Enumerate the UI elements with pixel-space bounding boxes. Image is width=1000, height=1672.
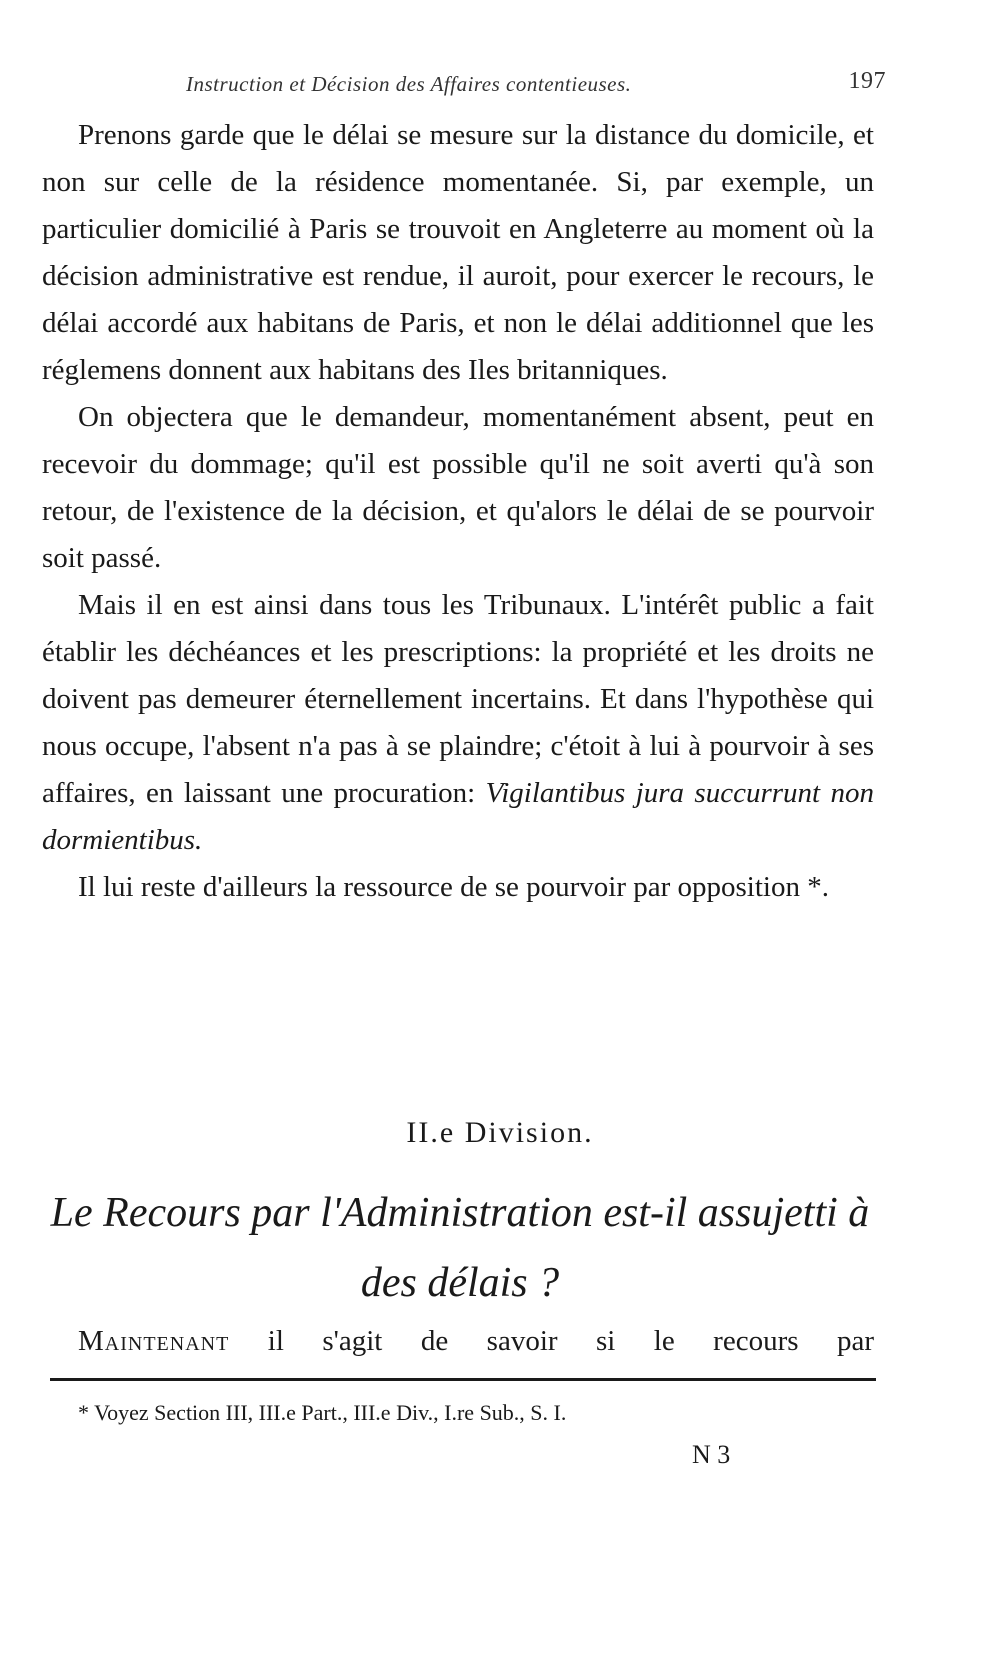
running-title: Instruction et Décision des Affaires contentieuses.: [186, 72, 632, 96]
paragraph-tribunals: [42, 582, 874, 864]
body-text: [42, 112, 874, 911]
signature-mark: N 3: [692, 1440, 731, 1469]
lead-first-word: Maintenant: [78, 1325, 230, 1357]
page-number: 197: [848, 68, 886, 94]
paragraph-tribunals-text: Mais il en est ainsi dans tous les Tribunaux. L'intérêt public a fait établir les déchéances et les prescriptions: la propriété et les droits ne doivent pas demeurer éternellement incertains. Et dans l'hypothèse qui nous occupe, l'absent n'a pas à se plaindre; c'étoit à lui à pourvoir à ses affaires, en laissant une procuration:: [42, 589, 874, 809]
lead-paragraph: [42, 1318, 874, 1365]
section-heading: Le Recours par l'Administration est-il assujetti à des délais ?: [50, 1190, 870, 1306]
paragraph-objection: On objectera que le demandeur, momentanément absent, peut en recevoir du dommage; qu'il est possible qu'il ne soit averti qu'à son retour, de l'existence de la décision, et qu'alors le délai de se pourvoir soit passé.: [42, 401, 874, 574]
running-head: [186, 64, 886, 104]
paragraph-distance: Prenons garde que le délai se mesure sur la distance du domicile, et non sur celle de la résidence momentanée. Si, par exemple, un particulier domicilié à Paris se trouvoit en Angleterre au moment où la décision administrative est rendue, il auroit, pour exercer le recours, le délai accordé aux habitans de Paris, et non le délai additionnel que les réglemens donnent aux habitans des Iles britanniques.: [42, 119, 874, 386]
footnote: * Voyez Section III, III.e Part., III.e Div., I.re Sub., S. I.: [78, 1400, 567, 1425]
paragraph-opposition: Il lui reste d'ailleurs la ressource de se pourvoir par opposition *.: [78, 871, 829, 903]
footnote-rule: [50, 1378, 876, 1381]
lead-rest: il s'agit de savoir si le recours par: [267, 1325, 875, 1357]
latin-maxim: Vigilantibus jura succurrunt non dormientibus.: [42, 777, 874, 856]
division-label: II.e Division.: [406, 1116, 594, 1149]
